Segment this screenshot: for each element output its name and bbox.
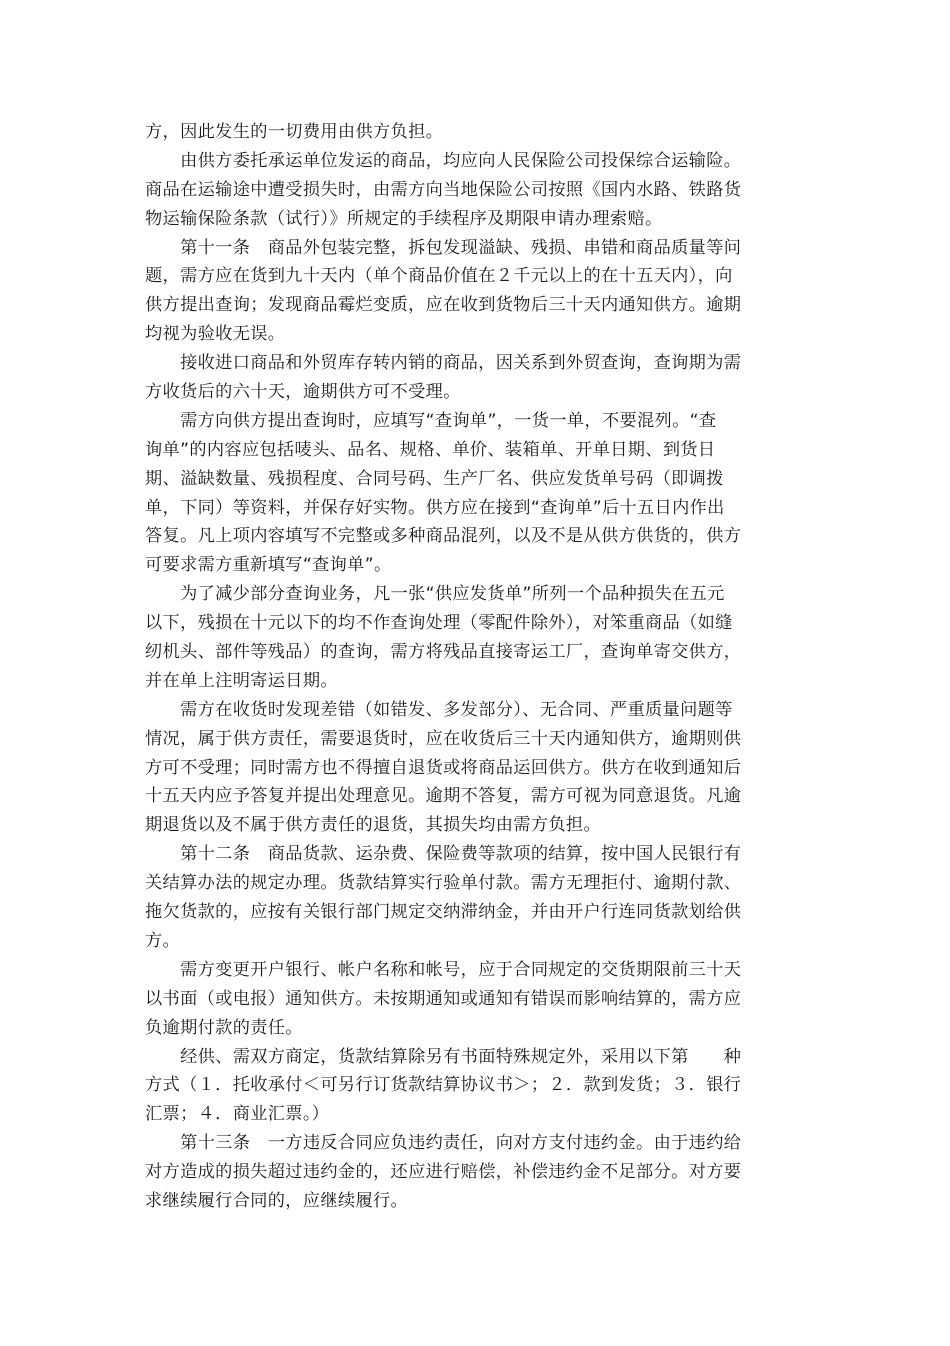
text-line: 方。 (145, 930, 181, 951)
text-line: 经供、需双方商定，货款结算除另有书面特殊规定外，采用以下第 种 (145, 1046, 742, 1067)
text-line: 以下，残损在十元以下的均不作查询处理（零配件除外），对笨重商品（如缝 (145, 613, 733, 634)
text-line: 商品在运输途中遭受损失时，由需方向当地保险公司按照《国内水路、铁路货 (145, 179, 742, 200)
text-line: 第十三条 一方违反合同应负违约责任，向对方支付违约金。由于违约给 (145, 1133, 742, 1154)
text-line: 负逾期付款的责任。 (145, 1017, 303, 1038)
text-line: 方可不受理；同时需方也不得擅自退货或将商品运回供方。供方在收到通知后 (145, 757, 742, 778)
document-page (145, 118, 810, 1216)
text-line: 询单”的内容应包括唛头、品名、规格、单价、装箱单、开单日期、到货日 (145, 439, 716, 460)
text-line: 十五天内应予答复并提出处理意见。逾期不答复，需方可视为同意退货。凡逾 (145, 786, 742, 807)
text-line: 物运输保险条款（试行）》所规定的手续程序及期限申请办理索赔。 (145, 208, 663, 229)
text-line: 情况，属于供方责任，需要退货时，应在收货后三十天内通知供方，逾期则供 (145, 728, 742, 749)
text-line: 第十二条 商品货款、运杂费、保险费等款项的结算，按中国人民银行有 (145, 844, 742, 865)
text-line: 为了减少部分查询业务，凡一张“供应发货单”所列一个品种损失在五元 (145, 584, 725, 605)
text-line: 拖欠货款的，应按有关银行部门规定交纳滞纳金，并由开户行连同货款划给供 (145, 902, 742, 923)
text-line: 答复。凡上项内容填写不完整或多种商品混列，以及不是从供方供货的，供方 (145, 526, 742, 547)
text-line: 题，需方应在货到九十天内（单个商品价值在２千元以上的在十五天内），向 (145, 266, 733, 287)
text-line: 汇票；４．商业汇票。） (145, 1104, 330, 1125)
text-line: 期退货以及不属于供方责任的退货，其损失均由需方负担。 (145, 815, 601, 836)
text-line: 接收进口商品和外贸库存转内销的商品，因关系到外贸查询，查询期为需 (145, 353, 742, 374)
text-line: 对方造成的损失超过违约金的，还应进行赔偿，补偿违约金不足部分。对方要 (145, 1162, 742, 1183)
text-line: 需方向供方提出查询时，应填写“查询单”，一货一单，不要混列。“查 (145, 410, 717, 431)
text-line: 均视为验收无误。 (145, 324, 286, 345)
text-line: 方，因此发生的一切费用由供方负担。 (145, 122, 444, 142)
text-line: 求继续履行合同的，应继续履行。 (145, 1190, 409, 1211)
text-line: 可要求需方重新填写“查询单”。 (145, 555, 392, 576)
text-line: 纫机头、部件等残品）的查询，需方将残品直接寄运工厂，查询单寄交供方， (145, 642, 742, 663)
text-line: 单，下同）等资料，并保存好实物。供方应在接到“查询单”后十五日内作出 (145, 497, 725, 518)
text-line: 第十一条 商品外包装完整，拆包发现溢缺、残损、串错和商品质量等问 (145, 237, 742, 258)
text-line: 以书面（或电报）通知供方。未按期通知或通知有错误而影响结算的，需方应 (145, 988, 742, 1009)
text-line: 期、溢缺数量、残损程度、合同号码、生产厂名、供应发货单号码（即调拨 (145, 468, 724, 489)
text-line: 方式（１．托收承付＜可另行订货款结算协议书＞；２．款到发货；３．银行 (145, 1075, 742, 1096)
text-line: 关结算办法的规定办理。货款结算实行验单付款。需方无理拒付、逾期付款、 (145, 873, 742, 894)
text-line: 需方变更开户银行、帐户名称和帐号，应于合同规定的交货期限前三十天 (145, 959, 742, 980)
text-line: 并在单上注明寄运日期。 (145, 670, 338, 691)
text-line: 需方在收货时发现差错（如错发、多发部分）、无合同、严重质量问题等 (145, 699, 733, 720)
text-line: 方收货后的六十天，逾期供方可不受理。 (145, 382, 461, 403)
text-line: 供方提出查询；发现商品霉烂变质，应在收到货物后三十天内通知供方。逾期 (145, 295, 742, 316)
text-line: 由供方委托承运单位发运的商品，均应向人民保险公司投保综合运输险。 (145, 150, 742, 171)
